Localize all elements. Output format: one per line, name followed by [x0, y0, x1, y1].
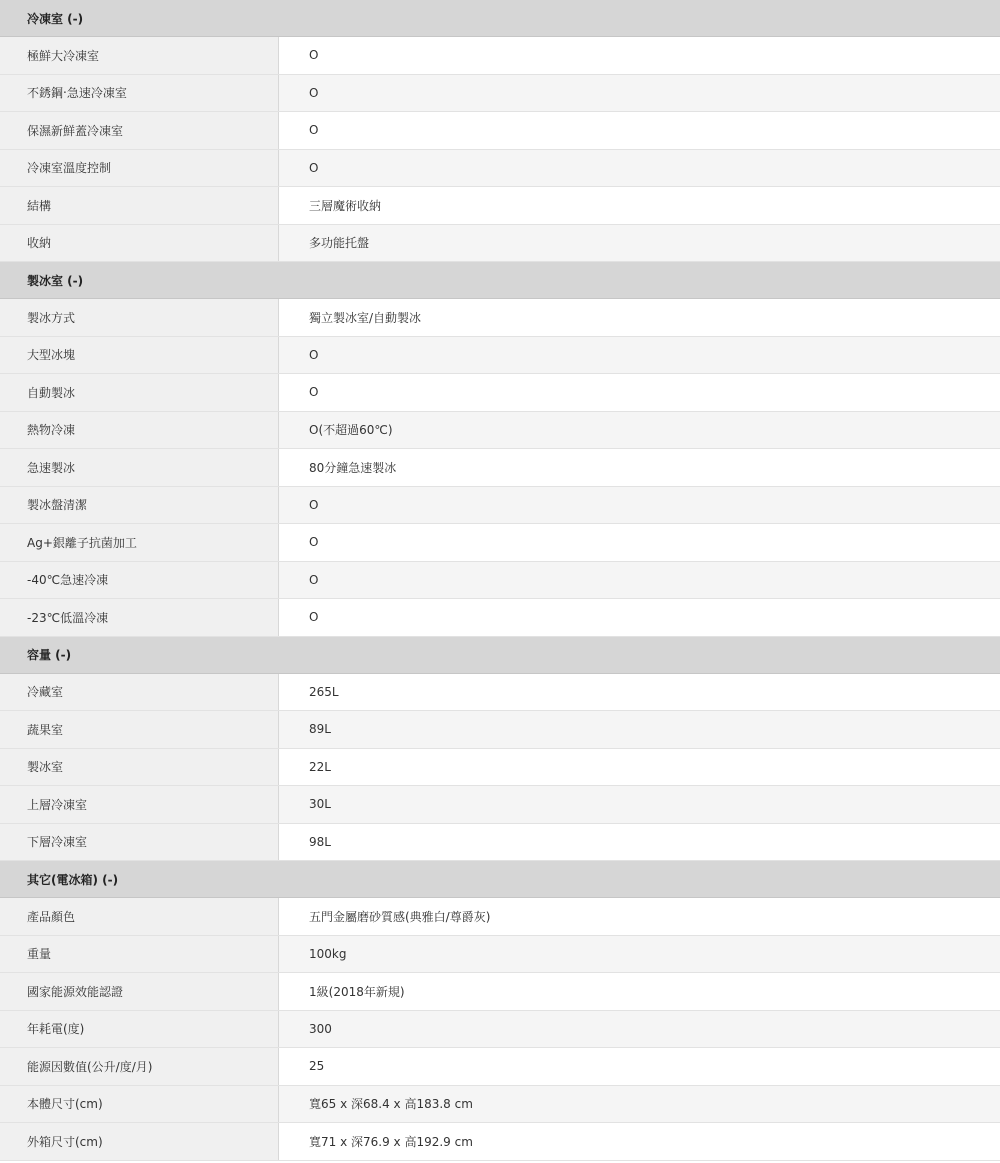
spec-row — [0, 37, 1000, 75]
spec-label: 自動製冰 — [0, 374, 279, 411]
spec-value: 五門金屬磨砂質感(典雅白/尊爵灰) — [279, 898, 1000, 935]
spec-label: 製冰盤清潔 — [0, 487, 279, 524]
spec-value: 三層魔術收納 — [279, 187, 1000, 224]
spec-value: O — [279, 75, 1000, 112]
spec-row — [0, 824, 1000, 862]
spec-label: Ag+銀離子抗菌加工 — [0, 524, 279, 561]
spec-label: 冷藏室 — [0, 674, 279, 711]
spec-row — [0, 973, 1000, 1011]
spec-row — [0, 75, 1000, 113]
spec-value: 多功能托盤 — [279, 225, 1000, 262]
spec-label: 製冰室 — [0, 749, 279, 786]
spec-value: 22L — [279, 749, 1000, 786]
spec-row — [0, 1011, 1000, 1049]
spec-value: 300 — [279, 1011, 1000, 1048]
spec-label: 冷凍室溫度控制 — [0, 150, 279, 187]
spec-value: O — [279, 37, 1000, 74]
spec-row — [0, 449, 1000, 487]
spec-label: 重量 — [0, 936, 279, 973]
spec-row — [0, 599, 1000, 637]
spec-label: 年耗電(度) — [0, 1011, 279, 1048]
spec-label: -40℃急速冷凍 — [0, 562, 279, 599]
spec-row — [0, 711, 1000, 749]
spec-label: 國家能源效能認證 — [0, 973, 279, 1010]
spec-row — [0, 749, 1000, 787]
spec-value: O — [279, 599, 1000, 636]
spec-row — [0, 1048, 1000, 1086]
spec-label: 上層冷凍室 — [0, 786, 279, 823]
spec-label: 產品顏色 — [0, 898, 279, 935]
spec-row — [0, 524, 1000, 562]
section-header[interactable]: 容量 (-) — [0, 637, 1000, 674]
spec-value: 265L — [279, 674, 1000, 711]
spec-label: 熱物冷凍 — [0, 412, 279, 449]
spec-value: 寬71 x 深76.9 x 高192.9 cm — [279, 1123, 1000, 1160]
spec-label: 結構 — [0, 187, 279, 224]
spec-value: O(不超過60℃) — [279, 412, 1000, 449]
spec-value: 1級(2018年新規) — [279, 973, 1000, 1010]
spec-row — [0, 898, 1000, 936]
spec-row — [0, 187, 1000, 225]
spec-value: O — [279, 150, 1000, 187]
spec-row — [0, 562, 1000, 600]
spec-row — [0, 225, 1000, 263]
spec-row — [0, 150, 1000, 188]
spec-label: 外箱尺寸(cm) — [0, 1123, 279, 1160]
section-capacity — [0, 637, 1000, 862]
spec-value: 25 — [279, 1048, 1000, 1085]
spec-label: 本體尺寸(cm) — [0, 1086, 279, 1123]
spec-label: 不銹鋼‧急速冷凍室 — [0, 75, 279, 112]
section-header[interactable]: 其它(電冰箱) (-) — [0, 861, 1000, 898]
spec-label: -23℃低溫冷凍 — [0, 599, 279, 636]
spec-value: 80分鐘急速製冰 — [279, 449, 1000, 486]
spec-label: 下層冷凍室 — [0, 824, 279, 861]
spec-row — [0, 786, 1000, 824]
spec-value: 30L — [279, 786, 1000, 823]
section-header[interactable]: 冷凍室 (-) — [0, 0, 1000, 37]
spec-value: 寬65 x 深68.4 x 高183.8 cm — [279, 1086, 1000, 1123]
spec-row — [0, 112, 1000, 150]
spec-value: 98L — [279, 824, 1000, 861]
section-other — [0, 861, 1000, 1161]
spec-row — [0, 412, 1000, 450]
spec-label: 製冰方式 — [0, 299, 279, 336]
spec-row — [0, 487, 1000, 525]
spec-row — [0, 936, 1000, 974]
section-ice-maker — [0, 262, 1000, 637]
spec-row — [0, 1086, 1000, 1124]
spec-row — [0, 1123, 1000, 1161]
spec-value: O — [279, 487, 1000, 524]
spec-label: 能源因數值(公升/度/月) — [0, 1048, 279, 1085]
spec-value: O — [279, 112, 1000, 149]
spec-value: O — [279, 524, 1000, 561]
spec-label: 收納 — [0, 225, 279, 262]
spec-label: 保濕新鮮蓋冷凍室 — [0, 112, 279, 149]
spec-value: O — [279, 374, 1000, 411]
section-header[interactable]: 製冰室 (-) — [0, 262, 1000, 299]
section-freezer — [0, 0, 1000, 262]
spec-label: 蔬果室 — [0, 711, 279, 748]
spec-row — [0, 674, 1000, 712]
spec-value: 89L — [279, 711, 1000, 748]
spec-label: 極鮮大冷凍室 — [0, 37, 279, 74]
spec-row — [0, 337, 1000, 375]
spec-label: 急速製冰 — [0, 449, 279, 486]
spec-row — [0, 374, 1000, 412]
spec-row — [0, 299, 1000, 337]
spec-value: 獨立製冰室/自動製冰 — [279, 299, 1000, 336]
spec-value: O — [279, 337, 1000, 374]
spec-value: 100kg — [279, 936, 1000, 973]
spec-value: O — [279, 562, 1000, 599]
spec-label: 大型冰塊 — [0, 337, 279, 374]
